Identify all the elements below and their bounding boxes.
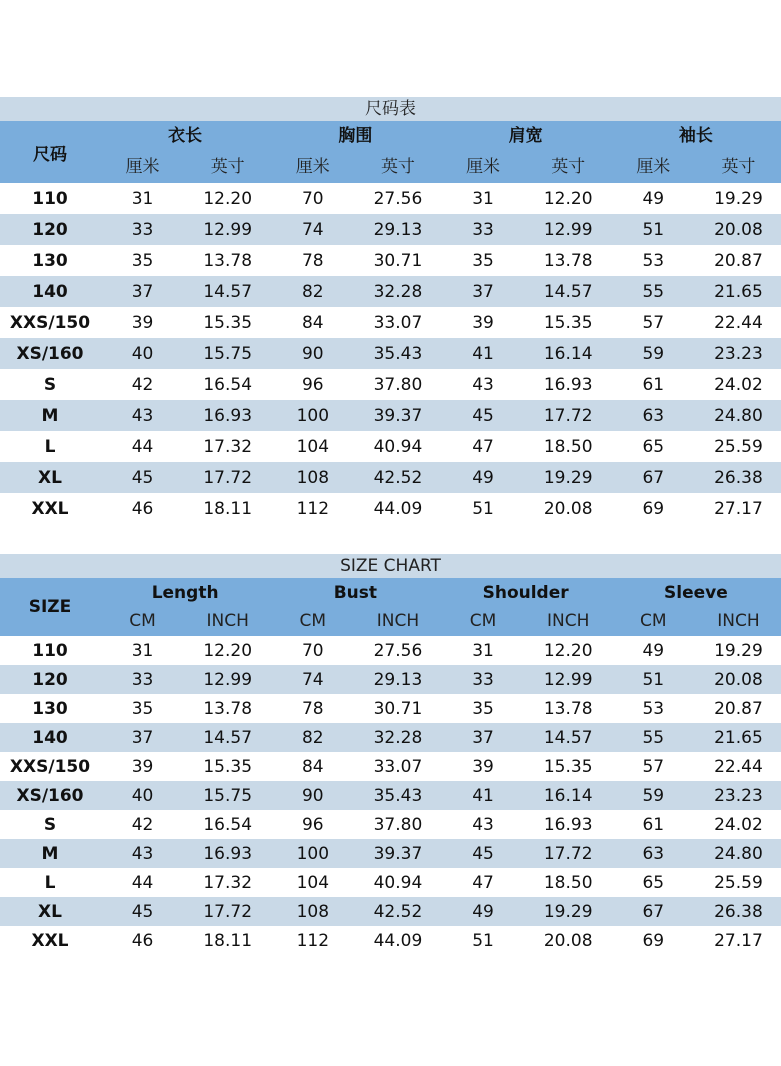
unit-header-cm: CM bbox=[299, 611, 327, 631]
measurement-cell: 12.20 bbox=[203, 188, 253, 209]
size-cell: 140 bbox=[0, 276, 100, 307]
measurement-cell: 24.80 bbox=[696, 839, 781, 868]
unit-header-inch: INCH bbox=[546, 611, 590, 631]
measurement-cell: 42 bbox=[131, 814, 154, 835]
measurement-cell: 27.56 bbox=[373, 640, 423, 661]
measurement-cell: 12.20 bbox=[203, 640, 253, 661]
table-row bbox=[0, 694, 781, 723]
table-header bbox=[0, 578, 781, 636]
measurement-cell: 18.50 bbox=[543, 872, 593, 893]
measurement-cell: 33 bbox=[441, 214, 526, 245]
table-row bbox=[0, 431, 781, 462]
measurement-cell: 43 bbox=[472, 374, 494, 395]
measurement-cell: 74 bbox=[270, 214, 355, 245]
measurement-cell: 53 bbox=[642, 698, 665, 719]
table-row bbox=[0, 781, 781, 810]
measurement-cell: 108 bbox=[270, 897, 355, 926]
measurement-cell: 31 bbox=[472, 188, 494, 209]
measurement-cell: 14.57 bbox=[526, 723, 611, 752]
chart-title: 尺码表 bbox=[0, 97, 781, 121]
measurement-cell: 17.72 bbox=[526, 400, 611, 431]
measurement-cell: 33 bbox=[100, 665, 185, 694]
measurement-cell: 44 bbox=[131, 872, 154, 893]
unit-header-cm: 厘米 bbox=[466, 157, 501, 177]
measurement-cell: 40 bbox=[100, 338, 185, 369]
size-cell: 110 bbox=[32, 640, 68, 661]
measurement-cell: 39 bbox=[131, 756, 154, 777]
measurement-cell: 29.13 bbox=[355, 214, 440, 245]
measurement-cell: 21.65 bbox=[696, 723, 781, 752]
measurement-cell: 20.08 bbox=[543, 930, 593, 951]
measurement-cell: 16.54 bbox=[203, 814, 253, 835]
measurement-cell: 61 bbox=[642, 814, 665, 835]
measurement-cell: 35 bbox=[472, 698, 494, 719]
measurement-cell: 45 bbox=[100, 897, 185, 926]
measurement-cell: 59 bbox=[611, 338, 696, 369]
measurement-cell: 15.75 bbox=[185, 338, 270, 369]
measurement-cell: 46 bbox=[131, 498, 154, 519]
group-header-sleeve: 袖长 bbox=[678, 126, 713, 146]
measurement-cell: 67 bbox=[611, 897, 696, 926]
unit-header-cm: CM bbox=[640, 611, 667, 631]
group-header-sleeve: Sleeve bbox=[664, 583, 728, 603]
measurement-cell: 23.23 bbox=[696, 338, 781, 369]
size-cell: XXS/150 bbox=[9, 312, 91, 333]
group-header-length: Length bbox=[151, 583, 219, 603]
measurement-cell: 90 bbox=[270, 338, 355, 369]
measurement-cell: 16.93 bbox=[185, 839, 270, 868]
measurement-cell: 42.52 bbox=[355, 897, 440, 926]
size-table-body bbox=[0, 636, 781, 955]
measurement-cell: 51 bbox=[472, 498, 494, 519]
measurement-cell: 63 bbox=[611, 839, 696, 868]
table-row bbox=[0, 665, 781, 694]
measurement-cell: 45 bbox=[441, 400, 526, 431]
measurement-cell: 39 bbox=[472, 756, 494, 777]
measurement-cell: 42 bbox=[131, 374, 154, 395]
measurement-cell: 23.23 bbox=[696, 781, 781, 810]
measurement-cell: 112 bbox=[296, 498, 330, 519]
table-row bbox=[0, 338, 781, 369]
table-row bbox=[0, 245, 781, 276]
measurement-cell: 17.72 bbox=[185, 462, 270, 493]
measurement-cell: 14.57 bbox=[185, 276, 270, 307]
unit-header-inch: 英寸 bbox=[721, 157, 756, 177]
size-cell: XL bbox=[0, 897, 100, 926]
measurement-cell: 55 bbox=[611, 723, 696, 752]
measurement-cell: 67 bbox=[611, 462, 696, 493]
measurement-cell: 20.08 bbox=[543, 498, 593, 519]
measurement-cell: 31 bbox=[131, 188, 154, 209]
size-column-header: SIZE bbox=[28, 597, 72, 617]
table-row bbox=[0, 926, 781, 955]
size-cell: L bbox=[44, 872, 56, 893]
table-row bbox=[0, 839, 781, 868]
group-header-shoulder: Shoulder bbox=[482, 583, 569, 603]
size-cell: XXL bbox=[31, 498, 69, 519]
table-row bbox=[0, 462, 781, 493]
measurement-cell: 24.80 bbox=[696, 400, 781, 431]
unit-header-inch: 英寸 bbox=[210, 157, 245, 177]
measurement-cell: 16.54 bbox=[203, 374, 253, 395]
measurement-cell: 44 bbox=[131, 436, 154, 457]
table-row bbox=[0, 493, 781, 524]
measurement-cell: 16.14 bbox=[526, 338, 611, 369]
measurement-cell: 49 bbox=[642, 188, 665, 209]
measurement-cell: 74 bbox=[270, 665, 355, 694]
table-row bbox=[0, 214, 781, 245]
group-header-length: 衣长 bbox=[168, 126, 203, 146]
group-header-bust: 胸围 bbox=[338, 126, 373, 146]
measurement-cell: 30.71 bbox=[373, 698, 423, 719]
measurement-cell: 21.65 bbox=[696, 276, 781, 307]
size-chart-english bbox=[0, 554, 781, 955]
size-cell: 140 bbox=[0, 723, 100, 752]
measurement-cell: 39.37 bbox=[355, 839, 440, 868]
measurement-cell: 18.50 bbox=[543, 436, 593, 457]
unit-header-inch: INCH bbox=[376, 611, 420, 631]
measurement-cell: 27.56 bbox=[373, 188, 423, 209]
measurement-cell: 12.99 bbox=[185, 214, 270, 245]
group-header-bust: Bust bbox=[333, 583, 378, 603]
measurement-cell: 82 bbox=[270, 723, 355, 752]
measurement-cell: 32.28 bbox=[355, 276, 440, 307]
measurement-cell: 108 bbox=[270, 462, 355, 493]
unit-header-cm: CM bbox=[129, 611, 156, 631]
unit-header-cm: 厘米 bbox=[125, 157, 160, 177]
measurement-cell: 65 bbox=[642, 872, 665, 893]
measurement-cell: 100 bbox=[270, 400, 355, 431]
size-cell: M bbox=[0, 400, 100, 431]
measurement-cell: 96 bbox=[301, 814, 324, 835]
size-cell: XXL bbox=[31, 930, 69, 951]
measurement-cell: 39 bbox=[131, 312, 154, 333]
measurement-cell: 14.57 bbox=[185, 723, 270, 752]
measurement-cell: 16.93 bbox=[543, 374, 593, 395]
measurement-cell: 57 bbox=[642, 312, 665, 333]
size-column-header: 尺码 bbox=[33, 144, 67, 165]
table-header bbox=[0, 121, 781, 183]
measurement-cell: 46 bbox=[131, 930, 154, 951]
unit-header-inch: 英寸 bbox=[551, 157, 586, 177]
measurement-cell: 61 bbox=[642, 374, 665, 395]
measurement-cell: 17.32 bbox=[203, 872, 253, 893]
size-cell: 120 bbox=[0, 665, 100, 694]
size-cell: S bbox=[43, 374, 57, 395]
measurement-cell: 40 bbox=[100, 781, 185, 810]
measurement-cell: 37.80 bbox=[373, 374, 423, 395]
measurement-cell: 84 bbox=[301, 312, 324, 333]
measurement-cell: 51 bbox=[472, 930, 494, 951]
unit-header-cm: 厘米 bbox=[636, 157, 671, 177]
table-row bbox=[0, 400, 781, 431]
measurement-cell: 44.09 bbox=[373, 930, 423, 951]
measurement-cell: 35 bbox=[131, 250, 154, 271]
size-table-body bbox=[0, 183, 781, 524]
measurement-cell: 19.29 bbox=[714, 188, 763, 209]
unit-header-inch: 英寸 bbox=[380, 157, 415, 177]
measurement-cell: 19.29 bbox=[526, 897, 611, 926]
size-cell: 130 bbox=[32, 698, 68, 719]
measurement-cell: 31 bbox=[131, 640, 154, 661]
measurement-cell: 35 bbox=[472, 250, 494, 271]
measurement-cell: 31 bbox=[472, 640, 494, 661]
measurement-cell: 20.08 bbox=[696, 214, 781, 245]
measurement-cell: 15.75 bbox=[185, 781, 270, 810]
measurement-cell: 59 bbox=[611, 781, 696, 810]
measurement-cell: 33.07 bbox=[373, 756, 423, 777]
size-cell: XS/160 bbox=[0, 781, 100, 810]
measurement-cell: 45 bbox=[441, 839, 526, 868]
measurement-cell: 78 bbox=[301, 250, 324, 271]
table-row bbox=[0, 752, 781, 781]
measurement-cell: 37.80 bbox=[373, 814, 423, 835]
size-cell: 110 bbox=[32, 188, 68, 209]
measurement-cell: 37 bbox=[100, 723, 185, 752]
measurement-cell: 16.93 bbox=[185, 400, 270, 431]
measurement-cell: 16.14 bbox=[526, 781, 611, 810]
measurement-cell: 63 bbox=[611, 400, 696, 431]
size-cell: L bbox=[44, 436, 56, 457]
measurement-cell: 43 bbox=[100, 839, 185, 868]
measurement-cell: 42.52 bbox=[355, 462, 440, 493]
measurement-cell: 12.20 bbox=[543, 188, 593, 209]
measurement-cell: 35.43 bbox=[355, 338, 440, 369]
size-cell: XXS/150 bbox=[9, 756, 91, 777]
measurement-cell: 26.38 bbox=[696, 462, 781, 493]
measurement-cell: 12.99 bbox=[526, 214, 611, 245]
measurement-cell: 24.02 bbox=[714, 814, 763, 835]
measurement-cell: 65 bbox=[642, 436, 665, 457]
measurement-cell: 84 bbox=[301, 756, 324, 777]
measurement-cell: 17.72 bbox=[526, 839, 611, 868]
measurement-cell: 53 bbox=[642, 250, 665, 271]
measurement-cell: 13.78 bbox=[203, 698, 253, 719]
table-row bbox=[0, 183, 781, 214]
measurement-cell: 22.44 bbox=[714, 756, 763, 777]
unit-header-inch: INCH bbox=[206, 611, 249, 631]
measurement-cell: 70 bbox=[301, 640, 324, 661]
table-row bbox=[0, 636, 781, 665]
table-row bbox=[0, 723, 781, 752]
measurement-cell: 43 bbox=[100, 400, 185, 431]
measurement-cell: 41 bbox=[441, 781, 526, 810]
unit-header-inch: INCH bbox=[717, 611, 760, 631]
measurement-cell: 51 bbox=[611, 665, 696, 694]
measurement-cell: 33 bbox=[441, 665, 526, 694]
measurement-cell: 18.11 bbox=[203, 498, 253, 519]
measurement-cell: 70 bbox=[301, 188, 324, 209]
measurement-cell: 35.43 bbox=[355, 781, 440, 810]
measurement-cell: 39 bbox=[472, 312, 494, 333]
measurement-cell: 15.35 bbox=[543, 756, 593, 777]
measurement-cell: 112 bbox=[296, 930, 330, 951]
measurement-cell: 55 bbox=[611, 276, 696, 307]
measurement-cell: 25.59 bbox=[714, 872, 763, 893]
unit-header-cm: CM bbox=[469, 611, 497, 631]
measurement-cell: 33.07 bbox=[373, 312, 423, 333]
measurement-cell: 40.94 bbox=[373, 436, 423, 457]
measurement-cell: 29.13 bbox=[355, 665, 440, 694]
measurement-cell: 49 bbox=[642, 640, 665, 661]
size-cell: M bbox=[0, 839, 100, 868]
measurement-cell: 57 bbox=[642, 756, 665, 777]
measurement-cell: 37 bbox=[441, 723, 526, 752]
measurement-cell: 49 bbox=[441, 897, 526, 926]
size-cell: XS/160 bbox=[0, 338, 100, 369]
measurement-cell: 43 bbox=[472, 814, 494, 835]
measurement-cell: 41 bbox=[441, 338, 526, 369]
measurement-cell: 90 bbox=[270, 781, 355, 810]
measurement-cell: 12.20 bbox=[543, 640, 593, 661]
measurement-cell: 30.71 bbox=[373, 250, 423, 271]
measurement-cell: 45 bbox=[100, 462, 185, 493]
measurement-cell: 19.29 bbox=[714, 640, 763, 661]
measurement-cell: 17.72 bbox=[185, 897, 270, 926]
table-row bbox=[0, 307, 781, 338]
measurement-cell: 20.08 bbox=[696, 665, 781, 694]
measurement-cell: 96 bbox=[301, 374, 324, 395]
measurement-cell: 37 bbox=[100, 276, 185, 307]
measurement-cell: 20.87 bbox=[714, 250, 763, 271]
group-header-shoulder: 肩宽 bbox=[508, 126, 543, 146]
measurement-cell: 16.93 bbox=[543, 814, 593, 835]
measurement-cell: 15.35 bbox=[543, 312, 593, 333]
size-cell: 130 bbox=[32, 250, 68, 271]
measurement-cell: 25.59 bbox=[714, 436, 763, 457]
measurement-cell: 27.17 bbox=[714, 930, 763, 951]
measurement-cell: 47 bbox=[472, 872, 494, 893]
measurement-cell: 37 bbox=[441, 276, 526, 307]
measurement-cell: 47 bbox=[472, 436, 494, 457]
measurement-cell: 100 bbox=[270, 839, 355, 868]
measurement-cell: 69 bbox=[642, 498, 665, 519]
measurement-cell: 12.99 bbox=[526, 665, 611, 694]
size-cell: S bbox=[43, 814, 57, 835]
measurement-cell: 22.44 bbox=[714, 312, 763, 333]
measurement-cell: 44.09 bbox=[373, 498, 423, 519]
measurement-cell: 14.57 bbox=[526, 276, 611, 307]
measurement-cell: 24.02 bbox=[714, 374, 763, 395]
measurement-cell: 69 bbox=[642, 930, 665, 951]
measurement-cell: 51 bbox=[611, 214, 696, 245]
unit-header-cm: 厘米 bbox=[295, 157, 330, 177]
measurement-cell: 32.28 bbox=[355, 723, 440, 752]
measurement-cell: 33 bbox=[100, 214, 185, 245]
measurement-cell: 15.35 bbox=[203, 756, 253, 777]
size-chart-chinese bbox=[0, 97, 781, 524]
measurement-cell: 35 bbox=[131, 698, 154, 719]
measurement-cell: 82 bbox=[270, 276, 355, 307]
measurement-cell: 18.11 bbox=[203, 930, 253, 951]
table-row bbox=[0, 369, 781, 400]
size-cell: XL bbox=[0, 462, 100, 493]
table-row bbox=[0, 868, 781, 897]
measurement-cell: 104 bbox=[296, 436, 330, 457]
measurement-cell: 12.99 bbox=[185, 665, 270, 694]
measurement-cell: 27.17 bbox=[714, 498, 763, 519]
chart-title: SIZE CHART bbox=[0, 554, 781, 578]
table-row bbox=[0, 810, 781, 839]
measurement-cell: 15.35 bbox=[203, 312, 253, 333]
table-row bbox=[0, 276, 781, 307]
measurement-cell: 78 bbox=[301, 698, 324, 719]
size-cell: 120 bbox=[0, 214, 100, 245]
table-row bbox=[0, 897, 781, 926]
measurement-cell: 104 bbox=[296, 872, 330, 893]
measurement-cell: 49 bbox=[441, 462, 526, 493]
measurement-cell: 13.78 bbox=[543, 250, 593, 271]
measurement-cell: 26.38 bbox=[696, 897, 781, 926]
measurement-cell: 17.32 bbox=[203, 436, 253, 457]
measurement-cell: 39.37 bbox=[355, 400, 440, 431]
measurement-cell: 13.78 bbox=[543, 698, 593, 719]
measurement-cell: 20.87 bbox=[714, 698, 763, 719]
measurement-cell: 40.94 bbox=[373, 872, 423, 893]
measurement-cell: 13.78 bbox=[203, 250, 253, 271]
measurement-cell: 19.29 bbox=[526, 462, 611, 493]
